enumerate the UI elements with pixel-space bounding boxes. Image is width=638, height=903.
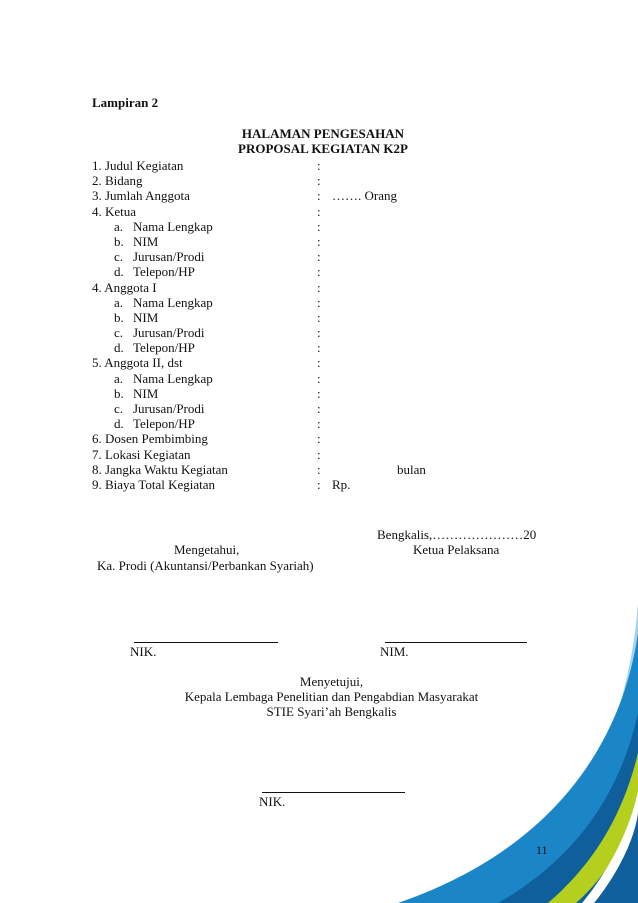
form-subfield-label: Jurusan/Prodi [133,325,205,341]
form-field-row [92,158,552,173]
form-field-row [92,173,552,188]
form-field-value: ……. Orang [332,188,397,204]
left-signature-id: NIK. [130,644,157,659]
left-signature-role: Ka. Prodi (Akuntansi/Perbankan Syariah) [97,558,314,573]
form-subfield-row [92,295,552,310]
form-subfield-label: NIM [133,233,159,249]
approval-role: Kepala Lembaga Penelitian dan Pengabdian Masyarakat [184,689,479,704]
form-field-label: 2. Bidang [92,173,143,189]
form-subfield-row [92,249,552,264]
form-subfield-row [92,416,552,431]
left-signature-line [134,642,278,643]
form-colon: : [317,461,321,477]
corner-decoration-graphic [398,563,638,903]
approval-heading: Menyetujui, [299,674,364,689]
form-subfield-letter: b. [114,385,124,401]
form-subfield-letter: d. [114,340,124,356]
form-subfield-label: Jurusan/Prodi [133,249,205,265]
form-colon: : [317,476,321,492]
form-field-label: 8. Jangka Waktu Kegiatan [92,461,228,477]
page-title-line1: HALAMAN PENGESAHAN [241,126,405,141]
form-colon: : [317,355,321,371]
form-colon: : [317,264,321,280]
page-title-line2: PROPOSAL KEGIATAN K2P [238,141,408,156]
form-subfield-letter: d. [114,416,124,432]
form-field-label: 5. Anggota II, dst [92,355,183,371]
form-colon: : [317,325,321,341]
form-field-label: 3. Jumlah Anggota [92,188,190,204]
form-colon: : [317,416,321,432]
form-subfield-label: Jurusan/Prodi [133,401,205,416]
form-subfield-row [92,325,552,340]
form-subfield-row [92,340,552,355]
form-colon: : [317,279,321,295]
form-colon: : [317,188,321,204]
place-date: Bengkalis,…………………20 [377,527,537,542]
form-subfield-label: Telepon/HP [133,340,195,356]
form-field-label: 1. Judul Kegiatan [92,158,184,173]
form-subfield-row [92,310,552,325]
form-field-label: 4. Anggota I [92,279,157,295]
form-field-label: 7. Lokasi Kegiatan [92,446,191,462]
form-colon: : [317,446,321,462]
attachment-label: Lampiran 2 [92,95,159,110]
right-signature-id: NIM. [380,644,409,659]
form-subfield-row [92,264,552,279]
form-subfield-letter: b. [114,309,124,325]
left-signature-heading: Mengetahui, [174,542,240,557]
form-subfield-letter: c. [114,325,124,341]
form-colon: : [317,173,321,189]
form-colon: : [317,401,321,416]
approval-signature-id: NIK. [259,794,286,809]
form-subfield-label: Nama Lengkap [133,218,213,234]
form-colon: : [317,158,321,173]
form-subfield-letter: a. [114,218,124,234]
form-field-label: 4. Ketua [92,203,137,219]
form-subfield-row [92,219,552,234]
form-subfield-letter: c. [114,249,124,265]
form-subfield-label: Telepon/HP [133,264,195,280]
approval-institution: STIE Syari’ah Bengkalis [266,704,397,719]
form-colon: : [317,203,321,219]
form-subfield-letter: c. [114,401,124,416]
form-subfield-row [92,234,552,249]
form-colon: : [317,385,321,401]
form-colon: : [317,340,321,356]
form-subfield-row [92,371,552,386]
approval-signature-line [262,792,405,793]
form-colon: : [317,431,321,447]
form-field-label: 9. Biaya Total Kegiatan [92,476,216,492]
form-subfield-row [92,386,552,401]
form-field-row [92,280,552,295]
form-subfield-label: Telepon/HP [133,416,195,432]
form-subfield-letter: a. [114,294,124,310]
form-subfield-letter: a. [114,370,124,386]
form-subfield-label: Nama Lengkap [133,294,213,310]
form-field-unit: bulan [397,461,426,477]
form-field-row [92,477,552,492]
form-subfield-letter: d. [114,264,124,280]
form-field-row [92,447,552,462]
form-field-row [92,355,552,370]
form-field-row [92,188,552,203]
form-field-row [92,431,552,446]
form-subfield-label: Nama Lengkap [133,370,213,386]
form-field-row [92,462,552,477]
form-field-label: 6. Dosen Pembimbing [92,431,208,447]
form-field-value: Rp. [332,476,351,492]
form-colon: : [317,370,321,386]
form-colon: : [317,294,321,310]
form-subfield-letter: b. [114,233,124,249]
form-colon: : [317,233,321,249]
page-number: 11 [536,843,548,857]
form-colon: : [317,309,321,325]
right-signature-role: Ketua Pelaksana [413,542,500,557]
form-colon: : [317,249,321,265]
form-subfield-label: NIM [133,385,159,401]
approval-form [92,158,552,492]
form-field-row [92,204,552,219]
form-colon: : [317,218,321,234]
form-subfield-row [92,401,552,416]
form-subfield-label: NIM [133,309,159,325]
